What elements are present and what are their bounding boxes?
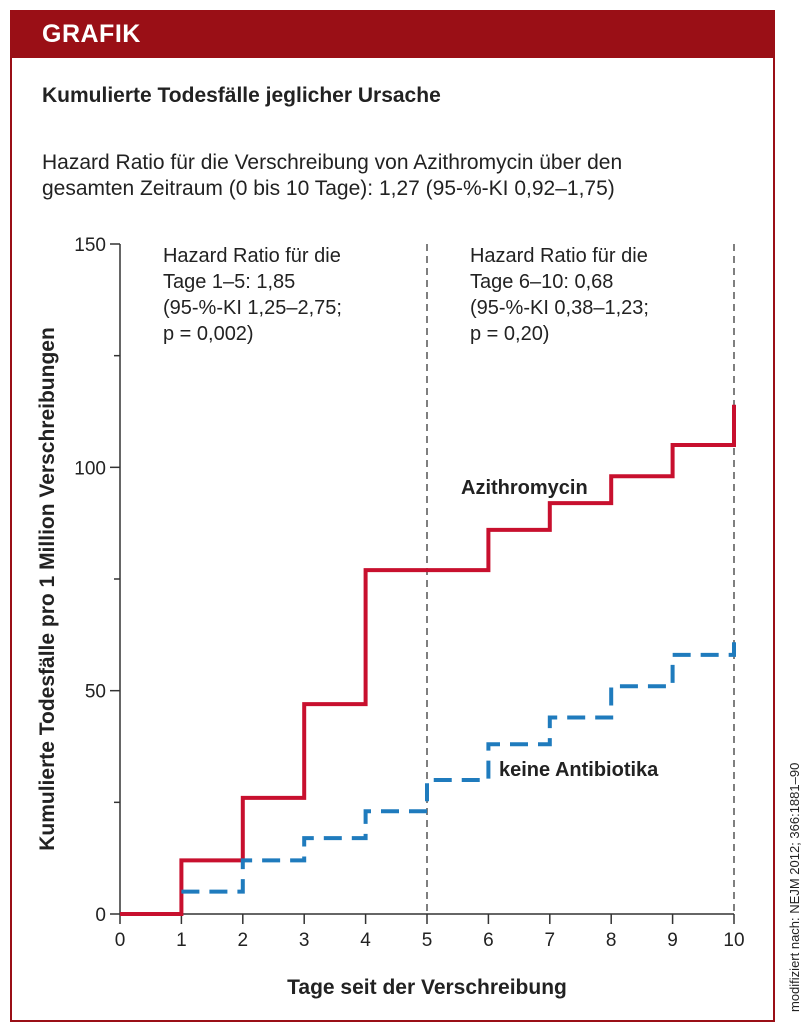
x-tick-label: 10 <box>723 930 745 951</box>
hazard-note-line: p = 0,002) <box>162 323 254 345</box>
x-tick-label: 3 <box>298 930 310 951</box>
hazard-note-line: Hazard Ratio für die <box>162 245 341 267</box>
x-tick-label: 7 <box>544 930 556 951</box>
x-tick-label: 1 <box>176 930 187 951</box>
x-tick-label: 9 <box>667 930 678 951</box>
y-tick-label: 50 <box>84 681 106 703</box>
series-label-azithromycin: Azithromycin <box>461 477 588 499</box>
x-tick-label: 8 <box>605 930 617 951</box>
x-tick-label: 6 <box>483 930 494 951</box>
series-label-keine-antibiotika: keine Antibiotika <box>499 759 659 781</box>
hazard-notes <box>163 245 649 345</box>
x-axis-label: Tage seit der Verschreibung <box>287 976 567 999</box>
x-tick-label: 4 <box>360 930 371 951</box>
x-tick-label: 0 <box>114 930 126 951</box>
hazard-note-line: (95-%-KI 0,38–1,23; <box>469 297 649 319</box>
subtitle-line-2: gesamten Zeitraum (0 bis 10 Tage): 1,27 (95-%-KI 0,92–1,75) <box>42 177 615 200</box>
hazard-note-1 <box>163 245 342 345</box>
header-label: GRAFIK <box>42 20 141 48</box>
y-tick-label: 150 <box>74 235 106 256</box>
chart-title: Kumulierte Todesfälle jeglicher Ursache <box>42 84 441 107</box>
y-axis-label: Kumulierte Todesfälle pro 1 Million Verschreibungen <box>36 327 59 851</box>
x-tick-label: 2 <box>237 930 249 951</box>
hazard-note-line: Hazard Ratio für die <box>469 245 648 267</box>
y-tick-label: 100 <box>74 458 106 480</box>
hazard-note-2 <box>470 245 649 345</box>
source-note: modifiziert nach: NEJM 2012; 366:1881–90 <box>787 762 802 1012</box>
y-tick-label: 0 <box>95 905 106 926</box>
hazard-note-line: Tage 1–5: 1,85 <box>162 271 296 293</box>
subtitle-line-1: Hazard Ratio für die Verschreibung von Azithromycin über den <box>42 151 623 174</box>
hazard-note-line: Tage 6–10: 0,68 <box>469 271 614 293</box>
hazard-note-line: p = 0,20) <box>469 323 550 345</box>
x-tick-label: 5 <box>421 930 433 951</box>
hazard-note-line: (95-%-KI 1,25–2,75; <box>162 297 342 319</box>
